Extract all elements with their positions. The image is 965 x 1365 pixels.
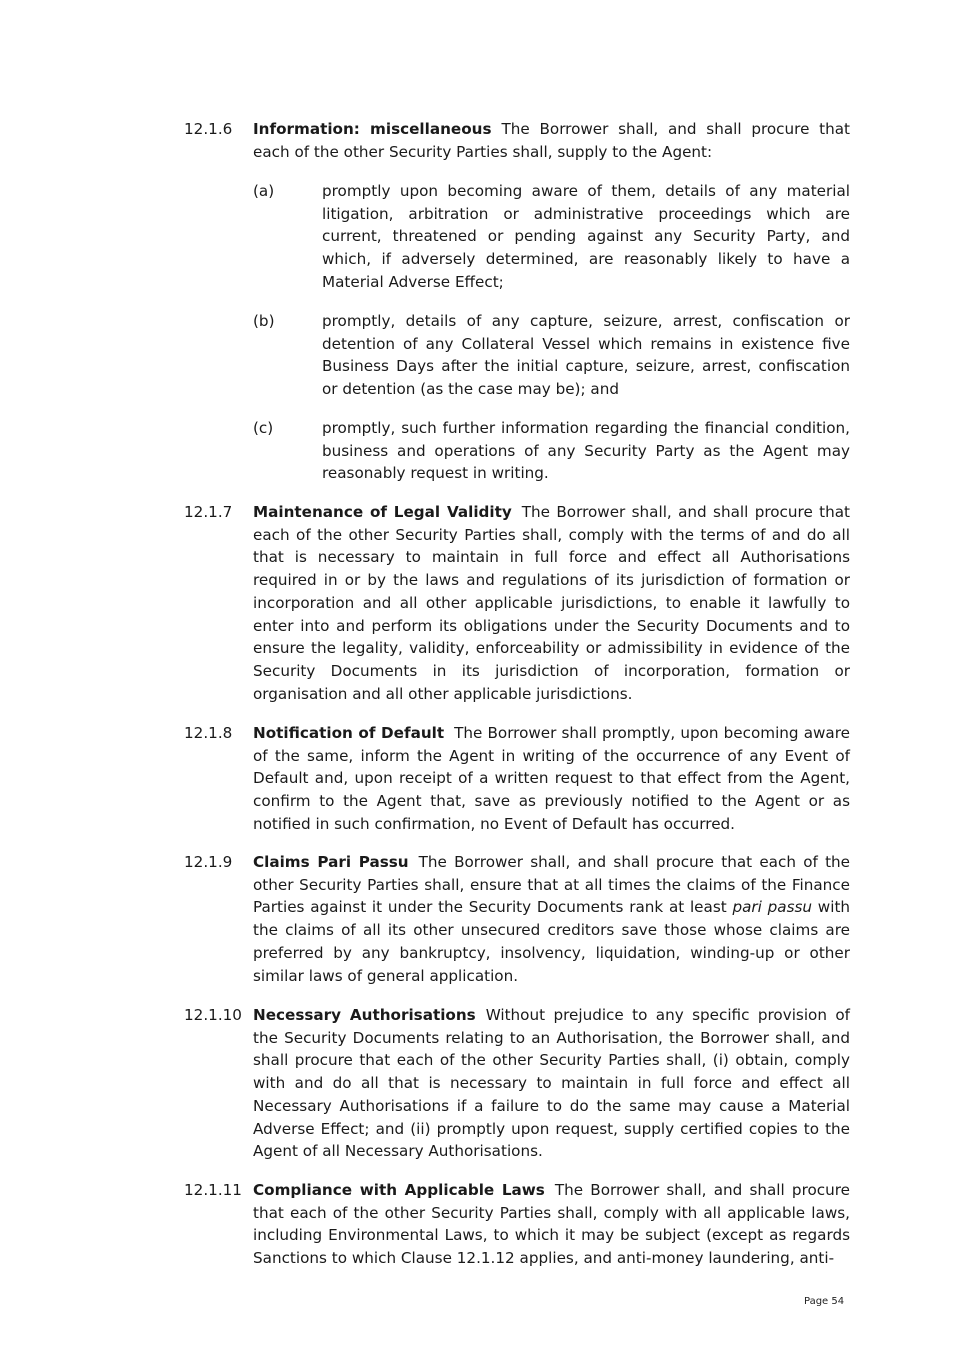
clause-number: 12.1.9 — [184, 853, 233, 871]
clause-heading: Notification of Default — [253, 724, 445, 742]
clause-text: Without prejudice to any specific provision of the Security Documents relating to an Authorisation, the Borrower shall, and shall procure that each of the other Security Parties shall, (i) obtain, comply with and do all that is necessary to maintain in full force and effect all Necessary Authorisations if a failure to do the same may cause a Material Adverse Effect; and (ii) promptly upon request, supply certified copies to the Agent of all Necessary Authorisations. — [253, 1006, 850, 1161]
clause-text: The Borrower shall promptly, upon becoming aware of the same, inform the Agent in writing of the occurrence of any Event of Default and, upon receipt of a written request to that effect from the Agent, confirm to the Agent that, save as previously notified to the Agent or as notified in such confirmation, no Event of Default has occurred. — [253, 724, 850, 833]
item-label: (c) — [253, 419, 274, 437]
clause-body — [253, 722, 850, 836]
clause-heading: Maintenance of Legal Validity — [253, 503, 512, 521]
item-label: (b) — [253, 312, 275, 330]
item-text: promptly, such further information regarding the financial condition, business and operations of any Security Party as the Agent may reasonably request in writing. — [322, 419, 850, 483]
clause-heading: Claims Pari Passu — [253, 853, 409, 871]
clause-body — [253, 1004, 850, 1163]
clause-heading: Necessary Authorisations — [253, 1006, 476, 1024]
clause-12-1-6-item-c — [253, 417, 850, 485]
clause-12-1-9 — [184, 851, 850, 987]
clause-12-1-7 — [184, 501, 850, 705]
clause-text: The Borrower shall, and shall procure that each of the other Security Parties shall, comply with all applicable laws, including Environmental Laws, to which it may be subject (except as regards Sanctions to which Clause 12.1.12 applies, and anti-money laundering, anti- — [253, 1181, 851, 1268]
clause-12-1-10 — [184, 1004, 850, 1163]
clause-heading: Compliance with Applicable Laws — [253, 1181, 545, 1199]
clause-body — [253, 118, 850, 163]
clause-text: The Borrower shall, and shall procure that each of the other Security Parties shall, ensure that at all times the claims of the Finance Parties against it under the Security Documents rank at least — [253, 853, 850, 917]
clause-text: with the claims of all its other unsecured creditors save those whose claims are preferred by any bankruptcy, insolvency, liquidation, winding-up or other similar laws of general application. — [253, 898, 851, 985]
item-label: (a) — [253, 182, 275, 200]
clause-body — [253, 851, 850, 987]
clause-text: The Borrower shall, and shall procure that each of the other Security Parties shall, comply with the terms of and do all that is necessary to maintain in full force and effect all Authorisations required in or by the laws and regulations of its jurisdiction of formation or incorporation and all other applicable jurisdictions, to enable it lawfully to enter into and perform its obligations under the Security Documents and to ensure the legality, validity, enforceability or admissibility in evidence of the Security Documents in its jurisdiction of incorporation, formation or organisation and all other applicable jurisdictions. — [253, 503, 850, 703]
clause-number: 12.1.8 — [184, 724, 233, 742]
clause-12-1-6 — [184, 118, 850, 163]
clause-body — [253, 1179, 850, 1270]
clause-heading: Information: miscellaneous — [253, 120, 492, 138]
item-text: promptly upon becoming aware of them, details of any material litigation, arbitration or administrative proceedings which are current, threatened or pending against any Security Party, and which, if adversely determined, are reasonably likely to have a Material Adverse Effect; — [322, 182, 850, 291]
clause-body — [253, 501, 850, 705]
clause-number: 12.1.11 — [184, 1181, 242, 1199]
page-number: Page 54 — [804, 1296, 845, 1307]
item-text: promptly, details of any capture, seizure, arrest, confiscation or detention of any Collateral Vessel which remains in existence five Business Days after the initial capture, seizure, arrest, confiscation or detention (as the case may be); and — [322, 312, 850, 399]
clause-number: 12.1.6 — [184, 120, 233, 138]
clause-number: 12.1.7 — [184, 503, 233, 521]
clause-12-1-11 — [184, 1179, 850, 1270]
clause-12-1-6-item-b — [253, 310, 850, 401]
clause-number: 12.1.10 — [184, 1006, 242, 1024]
clause-12-1-8 — [184, 722, 850, 836]
clause-12-1-6-item-a — [253, 180, 850, 294]
clause-text-italic: pari passu — [732, 898, 813, 917]
clause-text: The Borrower shall, and shall procure that each of the other Security Parties shall, supply to the Agent: — [253, 120, 851, 161]
